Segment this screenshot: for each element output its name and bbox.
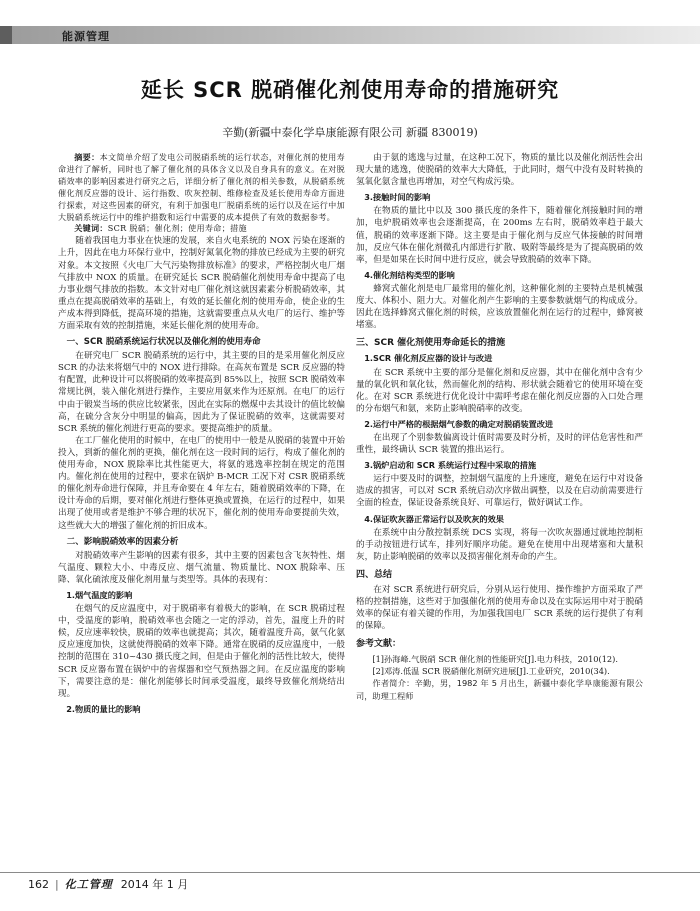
page-number: 162	[28, 878, 49, 891]
article-author: 辛勤(新疆中泰化学阜康能源有限公司 新疆 830019)	[222, 126, 478, 139]
subheading: 4.催化剂结构类型的影响	[364, 269, 455, 280]
right-column	[356, 152, 643, 702]
subheading: 2.运行中严格的根据烟气参数的确定对脱硝装置改进	[364, 418, 554, 429]
subheading: 4.保证吹灰器正常运行以及吹灰的效果	[364, 513, 504, 524]
heading-section-3: 三、SCR 催化剂使用寿命延长的措施	[356, 338, 506, 349]
paragraph: 在 SCR 系统中主要的部分是催化剂和反应器，其中在催化剂中含有少量的氧化钒和氧化钛，然而催化剂的结构、形状就会随着它的使用环境在变化。在对 SCR 系统进行优化设计中需呼考虑在催化剂反应器的入口处合理的分布烟气和氨，来防止影响脱硝率的改变。	[356, 367, 643, 414]
footer-divider	[0, 872, 700, 873]
left-column	[58, 152, 345, 717]
paragraph: 在物质的量比中以及 300 摄氏度的条件下，随着催化剂接触时间的增加，电炉脱硝效率也会逐渐提高，在 200ms 左右时，脱硝效率趋于最大值，脱硝的效率逐渐下降。这主要是由于催化剂与反应气体接触的时间增加，反应气体在催化剂微孔内部进行扩散、吸附等最终是为了提高脱硝的效率，但是如果在长时间中进行反应，就会导致脱硝的效率下降。	[356, 206, 643, 265]
heading-section-1: 一、SCR 脱硝系统运行状况以及催化剂的使用寿命	[66, 337, 261, 348]
keywords	[58, 223, 345, 235]
keywords-label: 关键词：	[74, 223, 108, 234]
section-header-band	[0, 26, 700, 44]
abstract-text: 本文简单介绍了发电公司脱硝系统的运行状态，对催化剂的使用寿命进行了解析，同时也了解了催化剂的具体含义以及自身具有的意义。在对脱硝效率的影响因素进行研究之后，详细分析了催化剂的相关参数，从脱硝系统催化剂反应器的设计、运行指数、吹灰控制、维修检查及延长使用寿命方面进行探索，对这些因素的研究，有利于加强电厂脱硝系统的运行以及在运行中加大脱硝系统运行中的维护措数和运行中需要的成本提供了有效的数据参考。	[58, 152, 346, 222]
paragraph: 蜂窝式催化剂是电厂最常用的催化剂，这种催化剂的主要特点是机械强度大、体积小、阻力大。对催化剂产生影响的主要参数就烟气的构成成分。因此在选择蜂窝式催化剂的时候，应该放置催化剂在运行的过程中，蜂窝被堵塞。	[356, 283, 643, 331]
paragraph: 运行中要及时的调整，控制烟气温度的上升速度，避免在运行中对设备造成的损害，可以对 SCR 系统启动次序做出调整，以及在启动前需要进行全面的检查，保证设备系统良好、可靠运行，做好调试工作。	[356, 474, 643, 509]
journal-logo: 化工管理	[64, 878, 113, 891]
subheading: 3.接触时间的影响	[364, 192, 431, 203]
keywords-text: SCR 脱硝；催化剂；使用寿命；措施	[107, 223, 247, 234]
issue-date: 2014 年 1 月	[120, 878, 189, 891]
subheading: 1.SCR 催化剂反应器的设计与改进	[364, 353, 493, 364]
subheading: 1.烟气温度的影响	[66, 589, 133, 600]
heading-section-2: 二、影响脱硝效率的因素分析	[66, 536, 179, 547]
section-tag: 能源管理	[62, 30, 110, 43]
subheading: 2.物质的量比的影响	[66, 703, 141, 714]
abstract-label: 摘要：	[74, 152, 100, 162]
reference-item: [1]孙海峰.气脱硝 SCR 催化剂的性能研究[J].电力科技，2010(12).	[372, 654, 618, 665]
paragraph: 在对 SCR 系统进行研究后，分别从运行使用、操作维护方面采取了严格的控制措施，这些对于加强催化剂的使用寿命以及在实际运用中对于脱硝效率的保证有着关键的作用，为加强我国电厂 SCR 系统的运行提供了有利的保障。	[356, 585, 643, 632]
paragraph: 在研究电厂 SCR 脱硝系统的运行中，其主要的目的是采用催化剂反应 SCR 的办法来将烟气中的 NOX 进行排除。在高灰布置是 SCR 反应器的特有配置，此种设计可以将脱硝的效率提高到 85%以上，按照 SCR 脱硝效率常规比例，装入催化剂进行操作，主要应用氨来作为还原剂。在电厂的运行中由于锻炭当场的供应比较紧张，因此在实际的燃煤中去其设计的值比较偏高，在硫分含灰分中明显的偏高，因此为了保证脱硝的效率，这就需要对 SCR 系统的催化剂进行更高的要求。要提高维护的质量。	[58, 351, 345, 434]
paragraph: 由于氨的逃逸与过量，在这种工况下，物质的量比以及催化剂活性会出现大量的逃逸，使脱硝的效率大大降低，于此同时，烟气中没有及时转换的氢氧化氨含量也再增加，对空气构成污染。	[356, 153, 643, 188]
paragraph: 在工厂催化使用的时候中，在电厂的使用中一般是从脱硝的装置中开始投入，到新的催化剂的更换，催化剂在这一段时间的运行，构成了催化剂的使用寿命，NOX 脱除率比其性能更大，将氨的逃逸率控制在规定的范围内。催化剂在使用的过程中，要求在锅炉 B-MCR 工况下对 CSR 脱硝系统的催化剂寿命进行保障，并且寿命要在 4 年左右，随着脱硝效率的下降，在设计寿命的后期，要对催化剂进行整体更换或置换，在运行的过程中，如果出现了使用或者是维护不够合理的状况下，催化剂的使用寿命要提前失效，这些就大大的增强了催化剂的折旧成本。	[58, 435, 345, 531]
page-footer	[28, 876, 188, 892]
article-title: 延长 SCR 脱硝催化剂使用寿命的措施研究	[140, 78, 560, 102]
references-heading: 参考文献：	[356, 639, 402, 650]
abstract	[58, 152, 345, 223]
paragraph: 在系统中由分散控制系统 DCS 实现，将每一次吹灰器通过就地控制柜的手动按钮进行试车，排列好顺序功能。避免在使用中出现堵塞和大量积灰，防止影响脱硝的效率以及损害催化剂寿命的产生。	[356, 527, 643, 562]
paragraph: 对脱硝效率产生影响的因素有很多，其中主要的因素包含飞灰特性、烟气温度、颗粒大小、中毒反应、烟气流量、物质量比、NOX 脱除率、压降、氧化硫浓度及催化剂用量与类型等。具体的表现有：	[58, 550, 345, 585]
heading-section-4: 四、总结	[356, 569, 393, 580]
paragraph: 在烟气的反应温度中，对于脱硝率有着极大的影响，在 SCR 脱硝过程中，受温度的影响，脱硝效率也会随之一定的浮动，首先，温度上升的时候，反应速率较快，脱硝的效率也就提高；其次，随着温度升高，氨气化氨反应速度加快，这就使得脱硝的效率下降。通常在脱硝的反应温度中，一般控制的范围在 310~430 摄氏度之间，但是由于催化剂的活性比较大，使得 SCR 反应器布置在锅炉中的省煤器和空气预热器之间。在反应温度的影响下，需要注意的是：催化剂能够长时间承受温度，最终导致催化剂烧结出现。	[58, 604, 345, 699]
reference-item: [2]邓涛.低温 SCR 脱硝催化剂研究进展[J].工业研究，2010(34).	[372, 666, 610, 677]
author-bio: 作者简介：辛勤，男，1982 年 5 月出生，新疆中泰化学阜康能源有限公司，助理工程师	[356, 678, 643, 701]
footer-separator: |	[55, 878, 59, 891]
paragraph: 在出现了个别参数偏离设计值时需要及时分析，及时的评估危害性和严重性，最终确认 SCR 装置的推出运行。	[356, 432, 643, 456]
intro-paragraph: 随着我国电力事业在快速的发展，来自火电系统的 NOX 污染在逐渐的上升，因此在电力环保行业中，控制好氮氧化物的排放已经成为主要的研究对象。本文按照《火电厂大气污染物排放标准》的要求，严格控制火电厂烟气排放中 NOX 的质量。在研究延长 SCR 脱硝催化剂使用寿命中提高了电力事业烟气排放的指数。本文针对电厂催化剂这就因素素分析脱硝效率，其重点在提高脱硝效率的基础上，有效的延长催化剂的使用寿命，使企业的生产成本得到降低，提高环境的措施，这就需要重点从火电厂的运行、维护等方面采取有效的控制措施，来延长催化剂的使用寿命。	[58, 236, 345, 331]
section-header-tab	[0, 26, 12, 44]
subheading: 3.锅炉启动和 SCR 系统运行过程中采取的措施	[364, 460, 537, 471]
